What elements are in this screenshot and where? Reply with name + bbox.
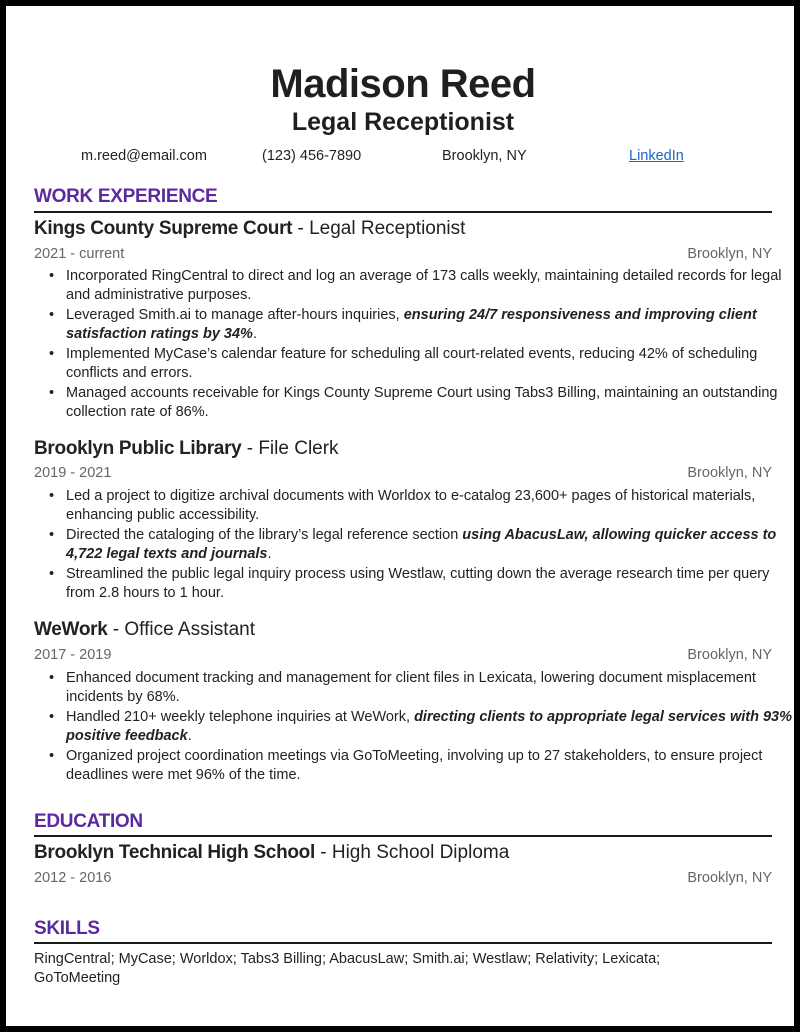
contact-phone: (123) 456-7890 — [262, 148, 362, 164]
contact-bar — [34, 148, 772, 168]
bullet-item: • Handled 210+ weekly telephone inquiries at WeWork, directing clients to appropriate legal services with 93% positive feedback. — [66, 708, 800, 745]
job-role: Legal Receptionist — [309, 218, 466, 239]
bullet-item: • Streamlined the public legal inquiry process using Westlaw, cutting down the average research time per query from 2.8 hours to 1 hour. — [66, 565, 800, 602]
degree: High School Diploma — [331, 842, 510, 863]
contact-email: m.reed@email.com — [81, 148, 207, 164]
bullet-item: • Organized project coordination meetings via GoToMeeting, involving up to 27 stakeholders, to ensure project deadlines were met 96% of the time. — [66, 747, 800, 784]
job-bullets — [34, 669, 800, 786]
education-heading — [34, 842, 772, 864]
section-divider — [34, 835, 772, 837]
bullet-item: • Led a project to digitize archival documents with Worldox to e-catalog 23,600+ pages of historical materials, enhancing public accessibility. — [66, 487, 800, 524]
job-bullets — [34, 487, 800, 604]
school-name: Brooklyn Technical High School — [34, 842, 315, 863]
job-bullets — [34, 267, 800, 423]
education-separator: - — [314, 842, 332, 863]
job-heading — [34, 218, 772, 240]
job-meta — [34, 647, 772, 663]
linkedin-link[interactable]: LinkedIn — [629, 148, 684, 164]
candidate-title: Legal Receptionist — [291, 108, 515, 136]
section-divider — [34, 942, 772, 944]
contact-location: Brooklyn, NY — [442, 148, 527, 164]
bullet-item: • Leveraged Smith.ai to manage after-hours inquiries, ensuring 24/7 responsiveness and improving client satisfaction ratings by 34%. — [66, 306, 800, 343]
job-location: Brooklyn, NY — [687, 647, 772, 663]
section-title-work: WORK EXPERIENCE — [34, 186, 218, 207]
job-dates: 2017 - 2019 — [34, 647, 112, 663]
education-dates: 2012 - 2016 — [34, 870, 112, 886]
bullet-item: • Incorporated RingCentral to direct and log an average of 173 calls weekly, maintaining detailed records for legal and administrative purposes. — [66, 267, 800, 304]
job-organization: Brooklyn Public Library — [34, 438, 242, 459]
education-meta — [34, 870, 772, 886]
candidate-name: Madison Reed — [270, 62, 536, 106]
job-role: File Clerk — [258, 438, 339, 459]
section-divider — [34, 211, 772, 213]
job-heading — [34, 438, 772, 460]
job-separator: - — [241, 438, 259, 459]
job-location: Brooklyn, NY — [687, 246, 772, 262]
job-separator: - — [107, 619, 125, 640]
job-dates: 2019 - 2021 — [34, 465, 112, 481]
resume-page — [6, 6, 794, 1026]
job-separator: - — [292, 218, 310, 239]
education-location: Brooklyn, NY — [687, 870, 772, 886]
job-organization: Kings County Supreme Court — [34, 218, 293, 239]
bullet-item: • Implemented MyCase’s calendar feature for scheduling all court-related events, reducing 42% of scheduling conflicts and errors. — [66, 345, 800, 382]
job-meta — [34, 465, 772, 481]
section-title-skills: SKILLS — [34, 918, 100, 939]
job-organization: WeWork — [34, 619, 108, 640]
job-role: Office Assistant — [124, 619, 256, 640]
bullet-item: • Directed the cataloging of the library’s legal reference section using AbacusLaw, allowing quicker access to 4,722 legal texts and journals. — [66, 526, 800, 563]
job-meta — [34, 246, 772, 262]
job-location: Brooklyn, NY — [687, 465, 772, 481]
skills-list: RingCentral; MyCase; Worldox; Tabs3 Billing; AbacusLaw; Smith.ai; Westlaw; Relativity; Lexicata; GoToMeeting — [34, 951, 661, 986]
section-title-education: EDUCATION — [34, 811, 143, 832]
job-dates: 2021 - current — [34, 246, 125, 262]
bullet-item: • Managed accounts receivable for Kings County Supreme Court using Tabs3 Billing, maintaining an outstanding collection rate of 86%. — [66, 384, 800, 421]
job-heading — [34, 619, 772, 641]
bullet-item: • Enhanced document tracking and management for client files in Lexicata, lowering document misplacement incidents by 68%. — [66, 669, 800, 706]
